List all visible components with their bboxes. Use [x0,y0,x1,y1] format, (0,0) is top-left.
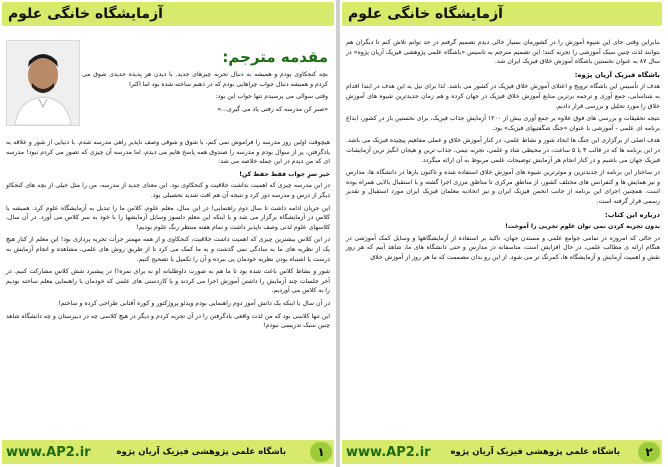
body-paragraph: نتیجه تحقیقات و بررسی های فوق علاوه بر جمع آوری بیش از ۱۲۰۰ آزمایش جذاب فیزیک، برای نخستین بار در کشور، ابداع برنامه ای علمی - آموزشی با عنوان «جنگ شگفتیهای فیزیک» بود. [346,115,661,132]
left-page-footer [2,440,334,464]
body-paragraph: بنابراین وقتی جای این شیوه آموزش را در کشورمان بسیار خالی دیدم تصمیم گرفتم در حد توانم تلاش کنم تا دیگران هم بتوانند لذت چنین سبک آموزشی را تجربه کنند؛ این تصمیم مترجم به تاسیس «باشگاه علمی پژوهشی فیزیک آریان پژوه» در سال ۸۷ به عنوان نخستین باشگاه آموزش خلاق فیزیک ایران شد. [346,39,660,66]
right-page-footer [342,440,662,464]
page-number: ۱ [310,442,332,462]
body-paragraph: در این مدرسه چیزی که اهمیت نداشت خلاقیت و کنجکاوی بود. این معنای جدید از مدرسه، من را مثل خیلی از بچه های کنجکاو دیگر از درس و مدرسه دور کرد و نتیجه آن هم افت شدید تحصیلی بود. [6,182,330,199]
right-page-header [342,2,662,26]
institute-name: باشگاه علمی پژوهشی فیزیک آریان پژوه [116,447,287,457]
left-page-body [6,138,330,437]
website-link[interactable]: www.AP2.ir [6,444,91,460]
left-page-header [2,2,334,26]
person-portrait-icon [7,41,79,125]
preface-intro [82,70,328,117]
quote-heading: خیر سرِ جواب فقط حفظ کن! [239,170,330,178]
quote-heading: «صبر کن مدرسه که رفتی یاد می گیری...» [217,105,328,113]
body-paragraph: در این کلاس بیشترین چیزی که اهمیت داشت خلاقیت، کنجکاوی و از همه مهمتر جرأت تجربه پردازی بود! این معلم از کنار هیچ یک از نظریه های ما به سادگی نمی گذشت و به ما کمک می کرد تا از طریق روش های علمی، مشاهده و انجام آزمایش به درست یا اشتباه بودن نظریه خودمان پی ببرده و آن را تکمیل یا تصحیح کنیم. [6,236,330,263]
body-paragraph: این جریان ادامه داشت تا سال دوم راهنمایی! در این سال، معلم علوم، کلاس ما را تبدیل به آزمایشگاه علوم کرد. همیشه با کلاس در آزمایشگاه برگزار می شد و یا اینکه این معلم دلسوز وسایل آزمایشها را با خود به سر کلاس می آورد. در آن سال، کلاسهای علوم لذتی وصف ناپذیر داشت و تمام هفته منتظر زنگ علوم بودیم! [6,204,330,231]
right-page [340,0,668,467]
body-paragraph: هدف از تأسیس این باشگاه ترویج و اعتلای آموزش خلاق فیزیک در کشور می باشد. لذا برای نیل به این هدف در ابتدا اقدام به شناسایی، جمع آوری و ترجمه برترین منابع آموزش خلاق فیزیک در جهان کرده و هم زمان جدیدترین شیوه های آموزش خلاق را مورد تحلیل و بررسی قرار دادیم. [346,83,660,110]
right-page-body [346,38,660,437]
intro-paragraph: بچه کنجکاوی بودم و همیشه به دنبال تجربه چیزهای جدید. با دیدن هر پدیده جدیدی شوق می کردم و همیشه دنبال جواب چراهایی بودم که در ذهنم ساخته شده بود اما اکثرا [82,71,328,88]
preface-title: مقدمه مترجم: [222,48,328,66]
website-link[interactable]: www.AP2.ir [346,444,431,460]
body-paragraph: هیچوقت اولین روز مدرسه را فراموش نمی کنم، با شوق و شوقی وصف ناپذیر راهی مدرسه شدم. با دنیایی از شور و علاقه به یادگرفتن، پر از سوال بودم و مدرسه را صندوق همه پاسخ هایم می دیدم، اما مدرسه آن چیزی که تصور می کردم نبود! مدرسه ای که من دیدم در این جمله خلاصه می شد: [6,139,330,166]
body-paragraph: شور و نشاط کلاس باعث شده بود تا ما هم به صورت داوطلبانه (و نه برای نمره!) در پیشبرد شش کلاس مشارکت کنیم. در آخر جلسات چند آزمایش را داشتن آموزش اجرا می کردند و یا کاردستی های علمی که خودمان با راهنمایی معلم ساخته بودیم را به کلاس می آوردیم. [6,268,330,295]
header-title: آزمایشگاه خانگی علوم [348,6,503,22]
body-paragraph: این تنها کلاسی بود که من لذت واقعی یادگرفتن را در آن تجربه کردم و دیگر در هیچ کلاسی چه در دبیرستان و چه دانشگاه شاهد چنین سبک تدریسی نبودم! [6,312,330,330]
section-subheading: بدون تجربه کردن نمی توان علوم تجربی را آموخت! [505,223,660,231]
section-heading-club: باشگاه فیزیک آریان پژوه: [574,70,660,79]
body-paragraph: در ساختار این برنامه از جدیدترین و موثرترین شیوه های آموزش خلاق استفاده شده و تاکنون بارها در دانشگاه ها، مدارس و نیز همایش ها و کنفرانس های مختلف کشور، از مناطق مرکزی تا مناطق مرزی اجرا گشته و با استقبال بالایی همراه بوده است. همچنین اجرای این برنامه از جانب انجمن فیزیک ایران و نیز اتحادیه معلمان فیزیک ایران مورد استقبال و تقدیر رسمی قرار گرفته است. [346,169,660,205]
page-number: ۲ [638,442,660,462]
body-paragraph: در حالی که امروزه در تمامی جوامع علمی و مستدن جهان، تاکید بر استفاده از آزمایشگاهها و وسایل کمک آموزشی در هنگام ارائه ی مطالب علمی، در حال افزایش است، متاسفانه در مدارس و حتی دانشگاه های ما، شاهد آنیم که هر روز نقش و اهمیت آزمایش و آزمایشگاه ها، کمرنگ تر می شود. از این رو بدان مصممت که ما هر روز از آموزش خلاق [346,234,660,261]
section-heading-book: درباره این کتاب: [605,210,660,219]
body-paragraph: هدف اصلی از برگزاری این جنگ ها ایجاد شور و نشاط علمی، در کنار آموزش خلاق و عملی مفاهیم پیچیده فیزیک می باشد. در این برنامه ها که در قالب ۳ یا ۵ ساعت، در محیطی شاد و علمی، تجربه تیمی، جذاب ترین و هیجان انگیز ترین آزمایشات فیزیک جهان می باشیم و در کنار انجام هر آزمایش توضیحات علمی مربوط به آن ارائه میگردد. [346,137,661,164]
institute-name: باشگاه علمی پژوهشی فیزیک آریان پژوه [450,447,621,457]
translator-photo [6,40,80,126]
body-paragraph: در آن سال با اینکه یک دانش آموز دوم راهنمایی بودم ویدئو پروژکتور و کوره آفتابی طراحی کرده و ساختم! [58,299,330,307]
intro-paragraph: وقتی سوالی می پرسیدم تنها جواب این بود: [215,93,328,101]
header-title: آزمایشگاه خانگی علوم [8,6,163,22]
